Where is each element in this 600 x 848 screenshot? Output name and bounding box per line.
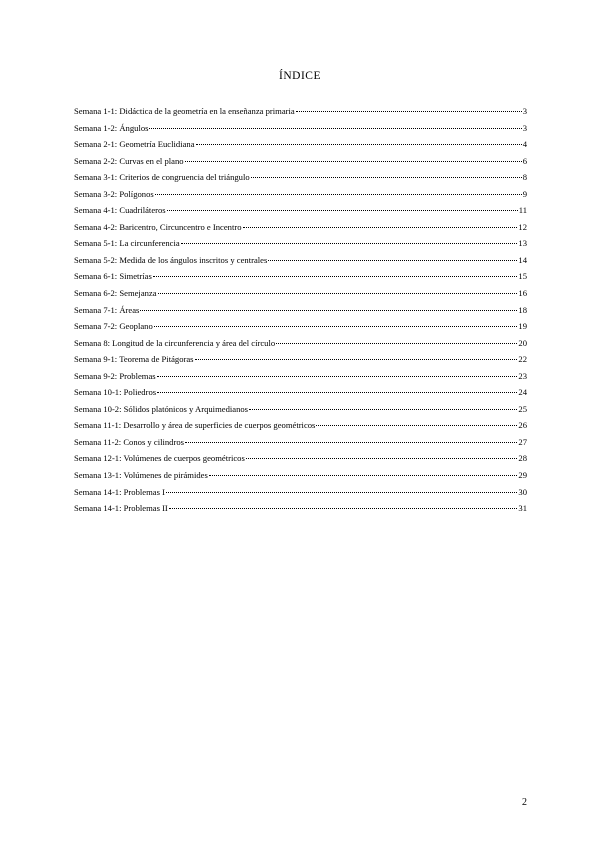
toc-dot-leader (185, 442, 517, 443)
toc-entry-label: Semana 13-1: Volúmenes de pirámides (74, 470, 208, 481)
table-of-contents (74, 103, 527, 517)
toc-entry[interactable] (74, 335, 527, 352)
toc-entry-page: 25 (518, 403, 527, 414)
toc-entry-label: Semana 12-1: Volúmenes de cuerpos geométricos (74, 453, 245, 464)
toc-entry-label: Semana 1-2: Ángulos (74, 122, 149, 133)
toc-entry[interactable] (74, 351, 527, 368)
toc-dot-leader (158, 293, 518, 294)
toc-entry[interactable] (74, 384, 527, 401)
toc-entry-label: Semana 4-1: Cuadriláteros (74, 205, 166, 216)
toc-entry-page: 29 (518, 470, 527, 481)
toc-dot-leader (246, 458, 518, 459)
toc-entry-label: Semana 1-1: Didáctica de la geometría en la enseñanza primaria (74, 106, 295, 116)
toc-entry-label: Semana 5-1: La circunferencia (74, 238, 180, 249)
toc-entry-page: 31 (518, 503, 527, 514)
toc-dot-leader (296, 111, 522, 112)
toc-dot-leader (276, 343, 517, 344)
toc-dot-leader (153, 276, 518, 277)
toc-entry-page: 12 (518, 221, 527, 232)
toc-entry-label: Semana 7-1: Áreas (74, 304, 140, 315)
toc-entry-label: Semana 3-1: Criterios de congruencia del triángulo (74, 172, 250, 183)
toc-entry-label: Semana 14-1: Problemas II (74, 503, 168, 514)
toc-dot-leader (243, 227, 518, 228)
toc-entry-label: Semana 3-2: Polígonos (74, 188, 154, 199)
toc-entry-page: 14 (518, 254, 527, 265)
toc-entry-page: 9 (522, 188, 527, 199)
toc-entry[interactable] (74, 268, 527, 285)
toc-dot-leader (157, 376, 518, 377)
toc-entry-label: Semana 11-2: Conos y cilindros (74, 436, 184, 447)
toc-entry-page: 3 (522, 122, 527, 133)
toc-dot-leader (196, 144, 522, 145)
toc-entry[interactable] (74, 252, 527, 269)
toc-dot-leader (249, 409, 517, 410)
toc-entry[interactable] (74, 169, 527, 186)
toc-entry-label: Semana 10-2: Sólidos platónicos y Arquimedianos (74, 403, 249, 414)
toc-entry-page: 8 (522, 172, 527, 183)
toc-dot-leader (140, 310, 517, 311)
toc-entry-label: Semana 11-1: Desarrollo y área de superficies de cuerpos geométricos (74, 420, 316, 431)
toc-entry-page: 19 (518, 321, 527, 332)
toc-dot-leader (185, 161, 522, 162)
toc-entry-label: Semana 5-2: Medida de los ángulos inscritos y centrales (74, 254, 268, 265)
toc-entry-page: 20 (518, 337, 527, 348)
toc-entry-page: 28 (518, 453, 527, 464)
toc-entry-page: 24 (518, 387, 527, 398)
toc-dot-leader (167, 210, 518, 211)
toc-dot-leader (195, 359, 518, 360)
toc-dot-leader (169, 508, 518, 509)
toc-entry[interactable] (74, 434, 527, 451)
toc-entry[interactable] (74, 450, 527, 467)
toc-entry-label: Semana 6-2: Semejanza (74, 288, 157, 299)
toc-entry[interactable] (74, 219, 527, 236)
toc-dot-leader (209, 475, 518, 476)
toc-entry[interactable] (74, 302, 527, 319)
toc-dot-leader (316, 425, 517, 426)
toc-entry-label: Semana 9-2: Problemas (74, 370, 156, 381)
toc-entry-page: 16 (518, 288, 527, 299)
toc-entry[interactable] (74, 285, 527, 302)
toc-entry[interactable] (74, 202, 527, 219)
toc-entry-page: 27 (518, 436, 527, 447)
toc-dot-leader (268, 260, 517, 261)
toc-dot-leader (181, 243, 518, 244)
toc-entry-label: Semana 14-1: Problemas I (74, 486, 165, 497)
toc-entry[interactable] (74, 103, 527, 120)
toc-entry-page: 11 (518, 205, 527, 216)
toc-entry[interactable] (74, 368, 527, 385)
toc-entry-page: 4 (522, 139, 527, 150)
toc-dot-leader (166, 492, 517, 493)
toc-entry[interactable] (74, 186, 527, 203)
toc-entry[interactable] (74, 417, 527, 434)
page-number: 2 (522, 797, 527, 808)
toc-entry[interactable] (74, 235, 527, 252)
toc-entry[interactable] (74, 484, 527, 501)
toc-dot-leader (251, 177, 522, 178)
page-title: ÍNDICE (279, 70, 321, 82)
toc-entry-label: Semana 6-1: Simetrías (74, 271, 152, 282)
toc-entry-page: 18 (518, 304, 527, 315)
toc-entry-label: Semana 2-2: Curvas en el plano (74, 155, 184, 166)
toc-dot-leader (155, 194, 522, 195)
toc-dot-leader (154, 326, 518, 327)
toc-entry-label: Semana 7-2: Geoplano (74, 321, 153, 332)
toc-entry-page: 26 (518, 420, 527, 431)
toc-entry[interactable] (74, 120, 527, 137)
toc-entry-page: 3 (522, 106, 527, 116)
toc-dot-leader (157, 392, 517, 393)
toc-entry-page: 30 (518, 486, 527, 497)
toc-entry[interactable] (74, 467, 527, 484)
toc-entry-label: Semana 8: Longitud de la circunferencia y área del círculo (74, 337, 276, 348)
toc-entry-label: Semana 2-1: Geometría Euclidiana (74, 139, 195, 150)
toc-entry-label: Semana 9-1: Teorema de Pitágoras (74, 354, 194, 365)
toc-entry-page: 13 (518, 238, 527, 249)
toc-entry-page: 6 (522, 155, 527, 166)
toc-entry[interactable] (74, 318, 527, 335)
toc-entry[interactable] (74, 153, 527, 170)
toc-dot-leader (149, 128, 521, 129)
toc-entry[interactable] (74, 401, 527, 418)
toc-entry-page: 23 (518, 370, 527, 381)
toc-entry-page: 15 (518, 271, 527, 282)
toc-entry-page: 22 (518, 354, 527, 365)
toc-entry[interactable] (74, 500, 527, 517)
toc-entry-label: Semana 10-1: Poliedros (74, 387, 157, 398)
toc-entry-label: Semana 4-2: Baricentro, Circuncentro e Incentro (74, 221, 242, 232)
toc-entry[interactable] (74, 136, 527, 153)
